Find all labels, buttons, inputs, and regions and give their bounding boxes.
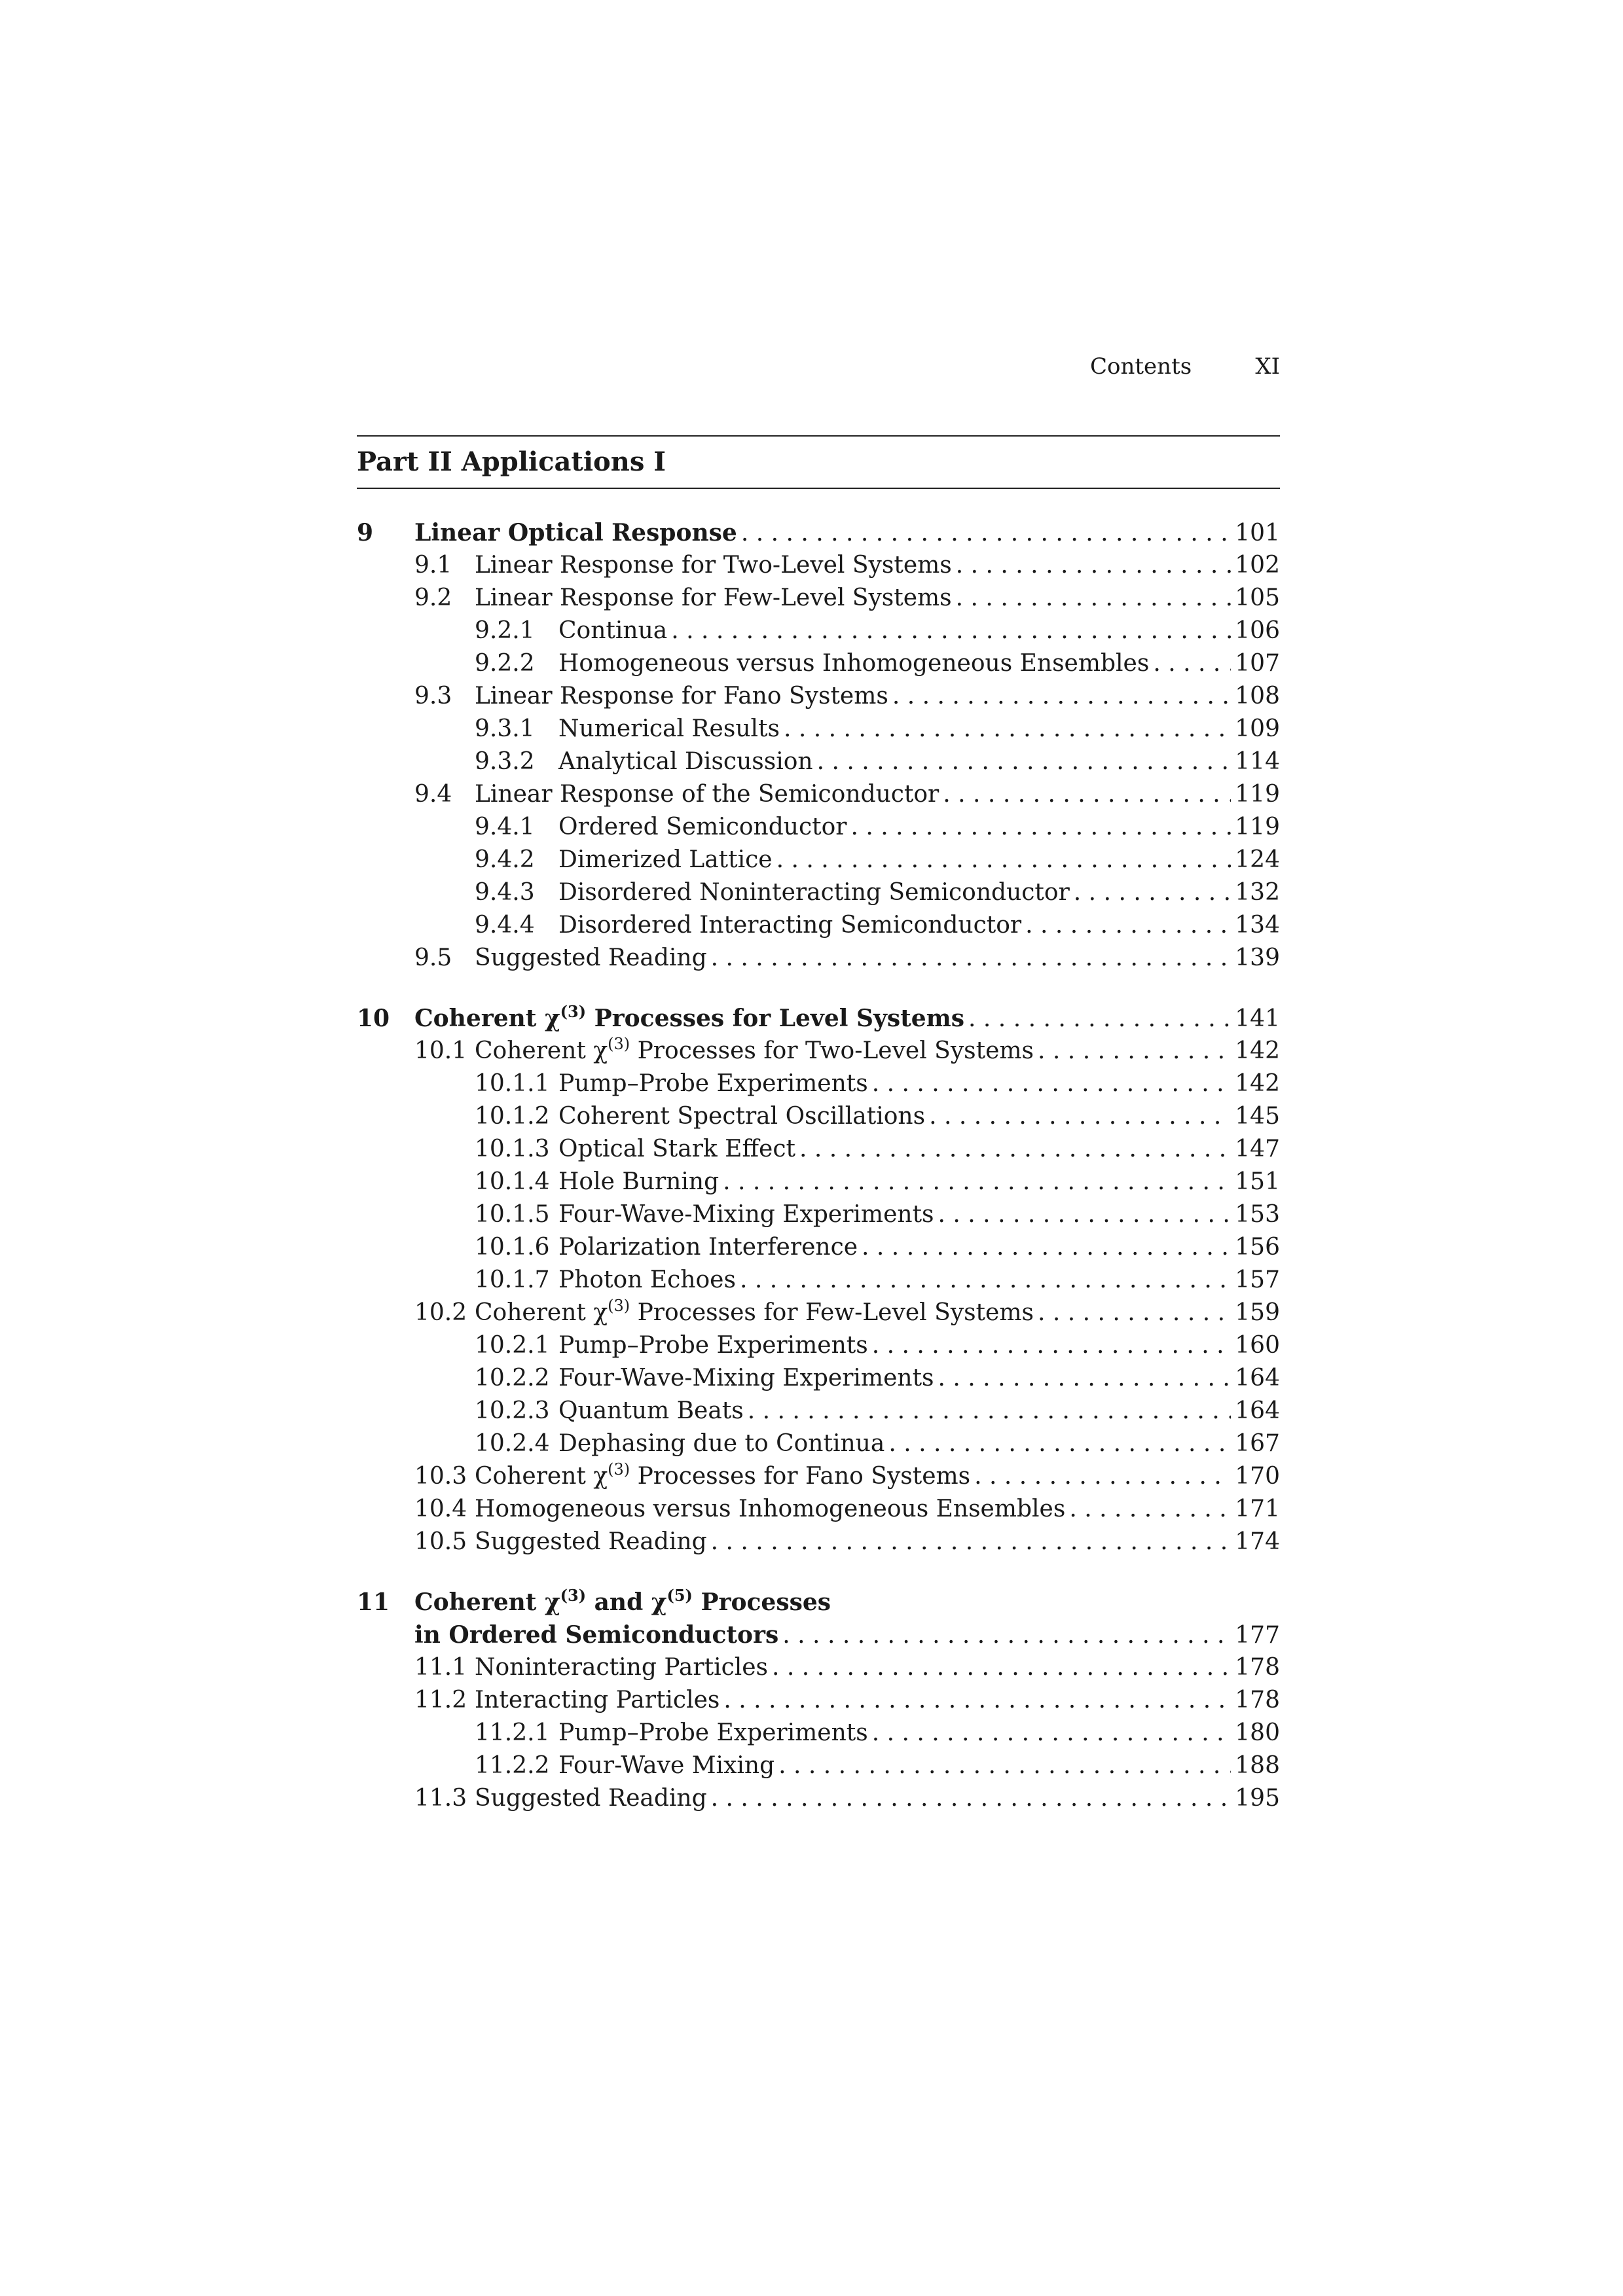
toc-entry-title-part: Interacting Particles — [475, 1687, 720, 1713]
toc-entry-title-part: Linear Response for Fano Systems — [475, 683, 888, 709]
toc-entry-title-part: Polarization Interference — [558, 1234, 858, 1261]
toc-entry-title — [475, 1460, 970, 1493]
susceptibility-order-superscript: (3) — [608, 1035, 630, 1053]
toc-subsection-entry[interactable] — [357, 844, 1280, 876]
toc-entry-number: 11.1 — [414, 1654, 467, 1681]
toc-entry-title — [558, 876, 1070, 909]
toc-entry-title-part: Pump–Probe Experiments — [558, 1332, 868, 1359]
toc-entry-line — [475, 942, 1280, 975]
toc-entry-page: 119 — [1235, 781, 1280, 808]
toc-entry-page: 170 — [1235, 1463, 1280, 1490]
toc-entry-title — [558, 1427, 884, 1460]
toc-entry-title-part: Continua — [558, 617, 668, 644]
toc-subsection-entry[interactable] — [357, 615, 1280, 647]
toc-entry-title-part: in Ordered Semiconductors — [414, 1621, 779, 1649]
toc-section-entry[interactable] — [357, 549, 1280, 582]
toc-subsection-entry[interactable] — [357, 909, 1280, 942]
toc-entry-title — [558, 713, 780, 745]
toc-entry-number: 9.2.2 — [475, 650, 535, 677]
toc-entry-title — [414, 516, 737, 549]
toc-entry-line — [558, 1231, 1280, 1264]
toc-entry-number: 11.2.1 — [475, 1719, 550, 1746]
running-head-title: Contents — [1090, 353, 1192, 380]
leader-dots — [723, 1166, 1231, 1198]
toc-entry-title-part: Dephasing due to Continua — [558, 1430, 885, 1457]
toc-entry-title — [475, 1684, 720, 1717]
toc-entry-line — [558, 1133, 1280, 1166]
toc-subsection-entry[interactable] — [357, 1717, 1280, 1749]
toc-entry-number: 11.3 — [414, 1785, 467, 1812]
leader-dots — [741, 517, 1231, 550]
toc-entry-line — [558, 1717, 1280, 1749]
toc-entry-page: 106 — [1235, 617, 1280, 644]
toc-entry-number: 10.2.3 — [475, 1397, 550, 1424]
toc-entry-line — [558, 1329, 1280, 1362]
toc-entry-number: 10.2.2 — [475, 1365, 550, 1391]
leader-dots — [711, 1782, 1231, 1815]
toc-entry-title — [475, 778, 939, 811]
toc-entry-title — [475, 1526, 707, 1558]
part-top-rule — [357, 435, 1280, 437]
toc-entry-title — [558, 1198, 934, 1231]
toc-entry-number: 10.1.6 — [475, 1234, 550, 1261]
toc-entry-title — [475, 1493, 1065, 1526]
page-number: XI — [1255, 353, 1280, 380]
part-bottom-rule — [357, 488, 1280, 489]
toc-entry-line — [475, 1493, 1280, 1526]
toc-entry-title-part: Photon Echoes — [558, 1266, 736, 1293]
toc-entry-number: 9.5 — [414, 944, 452, 971]
leader-dots — [817, 745, 1231, 778]
toc-entry-title-part: Linear Response for Two-Level Systems — [475, 552, 952, 579]
toc-entry-title-part: Suggested Reading — [475, 1785, 707, 1812]
toc-entry-page: 178 — [1235, 1687, 1280, 1713]
toc-entry-title — [558, 844, 773, 876]
toc-chapter-entry[interactable] — [357, 1002, 1280, 1035]
toc-subsection-entry[interactable] — [357, 876, 1280, 909]
toc-entry-title — [414, 1002, 964, 1035]
toc-entry-title-part: Numerical Results — [558, 715, 780, 742]
leader-dots — [782, 1619, 1231, 1652]
leader-dots — [711, 1526, 1231, 1558]
toc-entry-title — [558, 1231, 858, 1264]
toc-subsection-entry[interactable] — [357, 1198, 1280, 1231]
toc-subsection-entry[interactable] — [357, 713, 1280, 745]
toc-subsection-entry[interactable] — [357, 1067, 1280, 1100]
toc-entry-number: 10.1 — [414, 1037, 467, 1064]
toc-subsection-entry[interactable] — [357, 811, 1280, 844]
leader-dots — [776, 844, 1231, 876]
leader-dots — [1153, 647, 1231, 680]
toc-subsection-entry[interactable] — [357, 1166, 1280, 1198]
toc-entry-number: 10.2.4 — [475, 1430, 550, 1457]
toc-entry-number: 9 — [357, 519, 374, 547]
toc-entry-title — [558, 615, 667, 647]
toc-entry-line — [414, 1586, 1280, 1619]
toc-entry-line — [558, 1067, 1280, 1100]
toc-entry-line — [414, 1002, 1280, 1035]
toc-entry-number: 10.1.5 — [475, 1201, 550, 1228]
toc-entry-title-part: Pump–Probe Experiments — [558, 1070, 868, 1097]
toc-entry-title — [475, 1035, 1034, 1067]
toc-entry-page: 180 — [1235, 1719, 1280, 1746]
toc-entry-line — [414, 516, 1280, 549]
toc-section-entry[interactable] — [357, 582, 1280, 615]
toc-entry-line — [558, 745, 1280, 778]
toc-entry-title-part: Coherent χ — [414, 1005, 560, 1032]
toc-entry-title — [414, 1619, 778, 1651]
leader-dots — [929, 1100, 1231, 1133]
toc-entry-title — [475, 680, 888, 713]
part-title: Part II Applications I — [357, 446, 666, 477]
toc-entry-title-part: Disordered Noninteracting Semiconductor — [558, 879, 1070, 906]
toc-entry-page: 114 — [1235, 748, 1280, 775]
toc-subsection-entry[interactable] — [357, 1329, 1280, 1362]
toc-entry-line — [475, 778, 1280, 811]
toc-entry-title — [475, 942, 707, 975]
toc-entry-line — [558, 1100, 1280, 1133]
toc-entry-page: 156 — [1235, 1234, 1280, 1261]
toc-subsection-entry[interactable] — [357, 1231, 1280, 1264]
toc-entry-line — [414, 1619, 1280, 1651]
toc-entry-title — [558, 1166, 719, 1198]
leader-dots — [671, 615, 1231, 647]
toc-entry-number: 10.3 — [414, 1463, 467, 1490]
table-of-contents — [357, 516, 1280, 1815]
toc-entry-number: 10 — [357, 1005, 390, 1032]
toc-subsection-entry[interactable] — [357, 647, 1280, 680]
toc-entry-line — [558, 844, 1280, 876]
toc-entry-page: 157 — [1235, 1266, 1280, 1293]
toc-entry-page: 153 — [1235, 1201, 1280, 1228]
toc-entry-page: 102 — [1235, 552, 1280, 579]
leader-dots — [943, 778, 1231, 811]
toc-entry-number: 10.1.2 — [475, 1103, 550, 1130]
toc-entry-line — [558, 1395, 1280, 1427]
leader-dots — [1069, 1493, 1231, 1526]
toc-entry-number: 9.4.2 — [475, 846, 535, 873]
toc-entry-line — [475, 1526, 1280, 1558]
toc-section-entry[interactable] — [357, 1684, 1280, 1717]
toc-entry-title — [558, 811, 847, 844]
toc-entry-title-part: Coherent χ — [475, 1299, 608, 1326]
toc-entry-title-part: Processes — [692, 1588, 831, 1616]
leader-dots — [872, 1717, 1231, 1749]
toc-entry-title-part: Coherent Spectral Oscillations — [558, 1103, 926, 1130]
susceptibility-order-superscript: (3) — [608, 1460, 630, 1479]
toc-section-entry[interactable] — [357, 680, 1280, 713]
toc-entry-title-part: Suggested Reading — [475, 1528, 707, 1555]
toc-entry-title-part: Homogeneous versus Inhomogeneous Ensembles — [558, 650, 1150, 677]
toc-subsection-entry[interactable] — [357, 1362, 1280, 1395]
toc-entry-line — [558, 811, 1280, 844]
toc-entry-title-part: Optical Stark Effect — [558, 1136, 795, 1162]
toc-entry-line — [558, 713, 1280, 745]
toc-entry-page: 107 — [1235, 650, 1280, 677]
susceptibility-order-superscript: (3) — [560, 1002, 587, 1021]
toc-entry-title-part: Ordered Semiconductor — [558, 814, 847, 840]
toc-entry-title-part: Homogeneous versus Inhomogeneous Ensembles — [475, 1496, 1066, 1522]
toc-entry-number: 10.1.1 — [475, 1070, 550, 1097]
toc-entry-page: 139 — [1235, 944, 1280, 971]
toc-entry-title — [558, 1100, 925, 1133]
leader-dots — [778, 1749, 1231, 1782]
toc-entry-number: 9.3.2 — [475, 748, 535, 775]
toc-entry-title — [558, 1362, 934, 1395]
toc-entry-title — [558, 1067, 868, 1100]
toc-entry-number: 9.4.1 — [475, 814, 535, 840]
toc-entry-line — [475, 1684, 1280, 1717]
toc-subsection-entry[interactable] — [357, 1264, 1280, 1297]
toc-entry-title-part: and χ — [586, 1588, 667, 1616]
toc-entry-number: 9.4 — [414, 781, 452, 808]
toc-entry-page: 164 — [1235, 1365, 1280, 1391]
susceptibility-order-superscript: (5) — [666, 1586, 693, 1605]
toc-chapter-entry[interactable] — [357, 516, 1280, 549]
toc-entry-number: 10.4 — [414, 1496, 467, 1522]
toc-entry-line — [558, 1749, 1280, 1782]
toc-entry-line — [475, 582, 1280, 615]
toc-section-entry[interactable] — [357, 1035, 1280, 1067]
toc-entry-number: 9.4.3 — [475, 879, 535, 906]
toc-entry-line — [558, 876, 1280, 909]
toc-entry-title-part: Processes for Level Systems — [586, 1005, 965, 1032]
toc-entry-title — [475, 549, 952, 582]
leader-dots — [850, 811, 1231, 844]
toc-entry-page: 105 — [1235, 584, 1280, 611]
running-head — [1090, 350, 1280, 383]
toc-entry-title-part: Four-Wave-Mixing Experiments — [558, 1201, 934, 1228]
leader-dots — [956, 582, 1231, 615]
leader-dots — [723, 1684, 1231, 1717]
leader-dots — [1025, 909, 1231, 942]
leader-dots — [862, 1231, 1231, 1264]
toc-entry-line — [475, 1651, 1280, 1684]
toc-entry-page: 159 — [1235, 1299, 1280, 1326]
toc-section-entry[interactable] — [357, 1651, 1280, 1684]
toc-entry-line — [475, 1035, 1280, 1067]
leader-dots — [784, 713, 1231, 745]
toc-entry-title-part: Suggested Reading — [475, 944, 707, 971]
toc-section-entry[interactable] — [357, 1493, 1280, 1526]
toc-section-entry[interactable] — [357, 942, 1280, 975]
toc-entry-title-part: Analytical Discussion — [558, 748, 813, 775]
leader-dots — [740, 1264, 1231, 1297]
toc-entry-number: 10.1.3 — [475, 1136, 550, 1162]
toc-entry-title-part: Linear Response for Few-Level Systems — [475, 584, 952, 611]
toc-entry-title-part: Coherent χ — [414, 1588, 560, 1616]
toc-entry-number: 10.1.4 — [475, 1168, 550, 1195]
toc-entry-title — [475, 1297, 1034, 1329]
leader-dots — [892, 680, 1231, 713]
toc-chapter-entry[interactable] — [357, 1619, 1280, 1651]
toc-entry-title-part: Linear Response of the Semiconductor — [475, 781, 939, 808]
toc-entry-line — [558, 1198, 1280, 1231]
toc-entry-number: 9.1 — [414, 552, 452, 579]
toc-entry-line — [558, 909, 1280, 942]
toc-entry-line — [475, 549, 1280, 582]
toc-entry-number: 10.1.7 — [475, 1266, 550, 1293]
toc-entry-title-part: Coherent χ — [475, 1037, 608, 1064]
toc-entry-page: 109 — [1235, 715, 1280, 742]
toc-entry-line — [475, 680, 1280, 713]
toc-entry-line — [558, 1362, 1280, 1395]
toc-entry-title-part: Processes for Few-Level Systems — [630, 1299, 1034, 1326]
toc-entry-line — [475, 1782, 1280, 1815]
leader-dots — [1074, 876, 1231, 909]
toc-entry-title — [558, 1133, 795, 1166]
toc-entry-title — [558, 647, 1149, 680]
toc-subsection-entry[interactable] — [357, 1749, 1280, 1782]
toc-entry-title — [558, 745, 813, 778]
toc-entry-page: 142 — [1235, 1037, 1280, 1064]
toc-entry-line — [558, 1427, 1280, 1460]
leader-dots — [1038, 1297, 1231, 1329]
toc-entry-page: 145 — [1235, 1103, 1280, 1130]
toc-entry-title — [414, 1586, 831, 1619]
toc-entry-line — [558, 1166, 1280, 1198]
toc-entry-title — [558, 1395, 744, 1427]
toc-entry-page: 124 — [1235, 846, 1280, 873]
toc-entry-line — [558, 647, 1280, 680]
toc-entry-number: 9.3 — [414, 683, 452, 709]
toc-entry-number: 10.2 — [414, 1299, 467, 1326]
toc-entry-line — [475, 1297, 1280, 1329]
toc-entry-title-part: Four-Wave-Mixing Experiments — [558, 1365, 934, 1391]
toc-entry-page: 151 — [1235, 1168, 1280, 1195]
toc-gap — [357, 975, 1280, 1002]
toc-entry-title-part: Coherent χ — [475, 1463, 608, 1490]
toc-chapter-entry[interactable] — [357, 1586, 1280, 1619]
leader-dots — [872, 1067, 1231, 1100]
toc-entry-page: 108 — [1235, 683, 1280, 709]
leader-dots — [956, 549, 1231, 582]
toc-entry-title-part: Four-Wave Mixing — [558, 1752, 775, 1779]
toc-section-entry[interactable] — [357, 1297, 1280, 1329]
toc-section-entry[interactable] — [357, 1526, 1280, 1558]
toc-entry-page: 195 — [1235, 1785, 1280, 1812]
toc-subsection-entry[interactable] — [357, 1133, 1280, 1166]
susceptibility-order-superscript: (3) — [560, 1586, 587, 1605]
toc-entry-title — [558, 1329, 868, 1362]
toc-subsection-entry[interactable] — [357, 1427, 1280, 1460]
leader-dots — [748, 1395, 1231, 1427]
toc-subsection-entry[interactable] — [357, 745, 1280, 778]
toc-entry-title-part: Disordered Interacting Semiconductor — [558, 912, 1022, 939]
toc-entry-title — [475, 1651, 768, 1684]
leader-dots — [1038, 1035, 1231, 1067]
toc-entry-page: 141 — [1235, 1005, 1280, 1032]
toc-entry-page: 164 — [1235, 1397, 1280, 1424]
toc-entry-page: 132 — [1235, 879, 1280, 906]
leader-dots — [974, 1460, 1231, 1493]
toc-entry-line — [558, 615, 1280, 647]
toc-entry-title-part: Noninteracting Particles — [475, 1654, 769, 1681]
toc-entry-number: 11.2.2 — [475, 1752, 550, 1779]
toc-entry-page: 188 — [1235, 1752, 1280, 1779]
toc-entry-number: 10.2.1 — [475, 1332, 550, 1359]
leader-dots — [772, 1651, 1231, 1684]
toc-entry-title-part: Quantum Beats — [558, 1397, 744, 1424]
toc-entry-page: 160 — [1235, 1332, 1280, 1359]
toc-entry-title-part: Linear Optical Response — [414, 519, 737, 547]
leader-dots — [888, 1427, 1231, 1460]
susceptibility-order-superscript: (3) — [608, 1297, 630, 1315]
toc-entry-title-part: Processes for Two-Level Systems — [630, 1037, 1034, 1064]
toc-entry-title-part: Processes for Fano Systems — [630, 1463, 971, 1490]
toc-entry-title-part: Pump–Probe Experiments — [558, 1719, 868, 1746]
toc-entry-page: 177 — [1235, 1622, 1280, 1649]
toc-entry-title — [558, 909, 1021, 942]
leader-dots — [968, 1003, 1231, 1035]
leader-dots — [872, 1329, 1231, 1362]
toc-entry-line — [558, 1264, 1280, 1297]
toc-entry-title-part: Dimerized Lattice — [558, 846, 773, 873]
toc-entry-page: 171 — [1235, 1496, 1280, 1522]
toc-entry-number: 9.3.1 — [475, 715, 535, 742]
toc-entry-number: 9.4.4 — [475, 912, 535, 939]
leader-dots — [938, 1198, 1231, 1231]
toc-entry-line — [475, 1460, 1280, 1493]
toc-entry-title — [558, 1264, 736, 1297]
toc-entry-page: 167 — [1235, 1430, 1280, 1457]
toc-entry-title — [475, 1782, 707, 1815]
toc-entry-title — [558, 1717, 868, 1749]
toc-entry-title — [475, 582, 952, 615]
leader-dots — [711, 942, 1231, 975]
toc-entry-number: 11 — [357, 1588, 390, 1616]
toc-entry-page: 174 — [1235, 1528, 1280, 1555]
leader-dots — [938, 1362, 1231, 1395]
toc-entry-number: 9.2 — [414, 584, 452, 611]
toc-entry-number: 11.2 — [414, 1687, 467, 1713]
toc-section-entry[interactable] — [357, 778, 1280, 811]
toc-entry-page: 147 — [1235, 1136, 1280, 1162]
toc-entry-number: 10.5 — [414, 1528, 467, 1555]
toc-section-entry[interactable] — [357, 1460, 1280, 1493]
toc-subsection-entry[interactable] — [357, 1100, 1280, 1133]
toc-entry-page: 101 — [1235, 520, 1280, 547]
toc-subsection-entry[interactable] — [357, 1395, 1280, 1427]
toc-section-entry[interactable] — [357, 1782, 1280, 1815]
toc-entry-number: 9.2.1 — [475, 617, 535, 644]
toc-gap — [357, 1558, 1280, 1586]
toc-entry-page: 142 — [1235, 1070, 1280, 1097]
toc-entry-page: 178 — [1235, 1654, 1280, 1681]
toc-entry-page: 119 — [1235, 814, 1280, 840]
toc-entry-title-part: Hole Burning — [558, 1168, 720, 1195]
leader-dots — [799, 1133, 1231, 1166]
toc-entry-page: 134 — [1235, 912, 1280, 939]
toc-entry-title — [558, 1749, 775, 1782]
